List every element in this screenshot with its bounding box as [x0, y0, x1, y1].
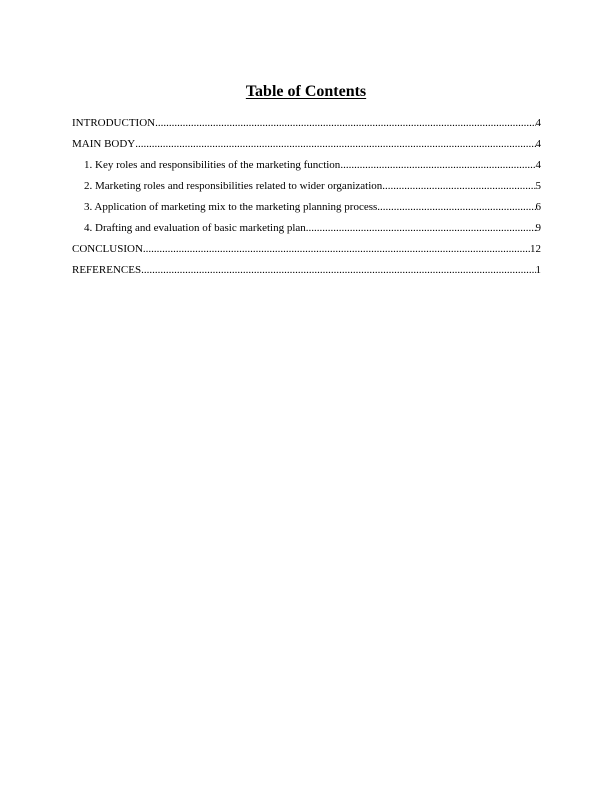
toc-entry-marketing-plan[interactable] — [72, 221, 541, 242]
toc-entry-label: 4. Drafting and evaluation of basic marketing plan — [84, 222, 306, 234]
toc-leader-dots — [377, 200, 535, 214]
toc-entry-label: 1. Key roles and responsibilities of the marketing function — [84, 159, 341, 171]
toc-entry-label: 2. Marketing roles and responsibilities related to wider organization — [84, 180, 383, 192]
toc-entry-marketing-mix[interactable] — [72, 200, 541, 221]
toc-entry-label: INTRODUCTION — [72, 117, 156, 129]
toc-entry-page: 4 — [535, 117, 541, 129]
toc-entry-page: 4 — [535, 159, 541, 171]
toc-entry-conclusion[interactable] — [72, 242, 541, 263]
toc-leader-dots — [306, 221, 536, 235]
toc-entry-references[interactable] — [72, 263, 541, 284]
toc-leader-dots — [135, 137, 535, 151]
toc-entry-label: CONCLUSION — [72, 243, 143, 255]
toc-entry-label: 3. Application of marketing mix to the marketing planning process — [84, 201, 378, 213]
toc-entry-page: 5 — [535, 180, 541, 192]
toc-leader-dots — [141, 263, 535, 277]
toc-entry-page: 6 — [535, 201, 541, 213]
toc-leader-dots — [143, 242, 530, 256]
toc-leader-dots — [155, 116, 535, 130]
toc-entry-page: 9 — [535, 222, 541, 234]
toc-entry-marketing-roles[interactable] — [72, 179, 541, 200]
toc-list — [72, 116, 541, 284]
toc-entry-introduction[interactable] — [72, 116, 541, 137]
toc-entry-main-body[interactable] — [72, 137, 541, 158]
toc-entry-key-roles[interactable] — [72, 158, 541, 179]
toc-title: Table of Contents — [245, 83, 367, 100]
toc-entry-page: 1 — [535, 264, 541, 276]
toc-leader-dots — [340, 158, 535, 172]
toc-entry-label: REFERENCES — [72, 264, 142, 276]
toc-entry-label: MAIN BODY — [72, 138, 136, 150]
toc-entry-page: 4 — [535, 138, 541, 150]
toc-leader-dots — [382, 179, 535, 193]
toc-entry-page: 12 — [530, 243, 541, 255]
